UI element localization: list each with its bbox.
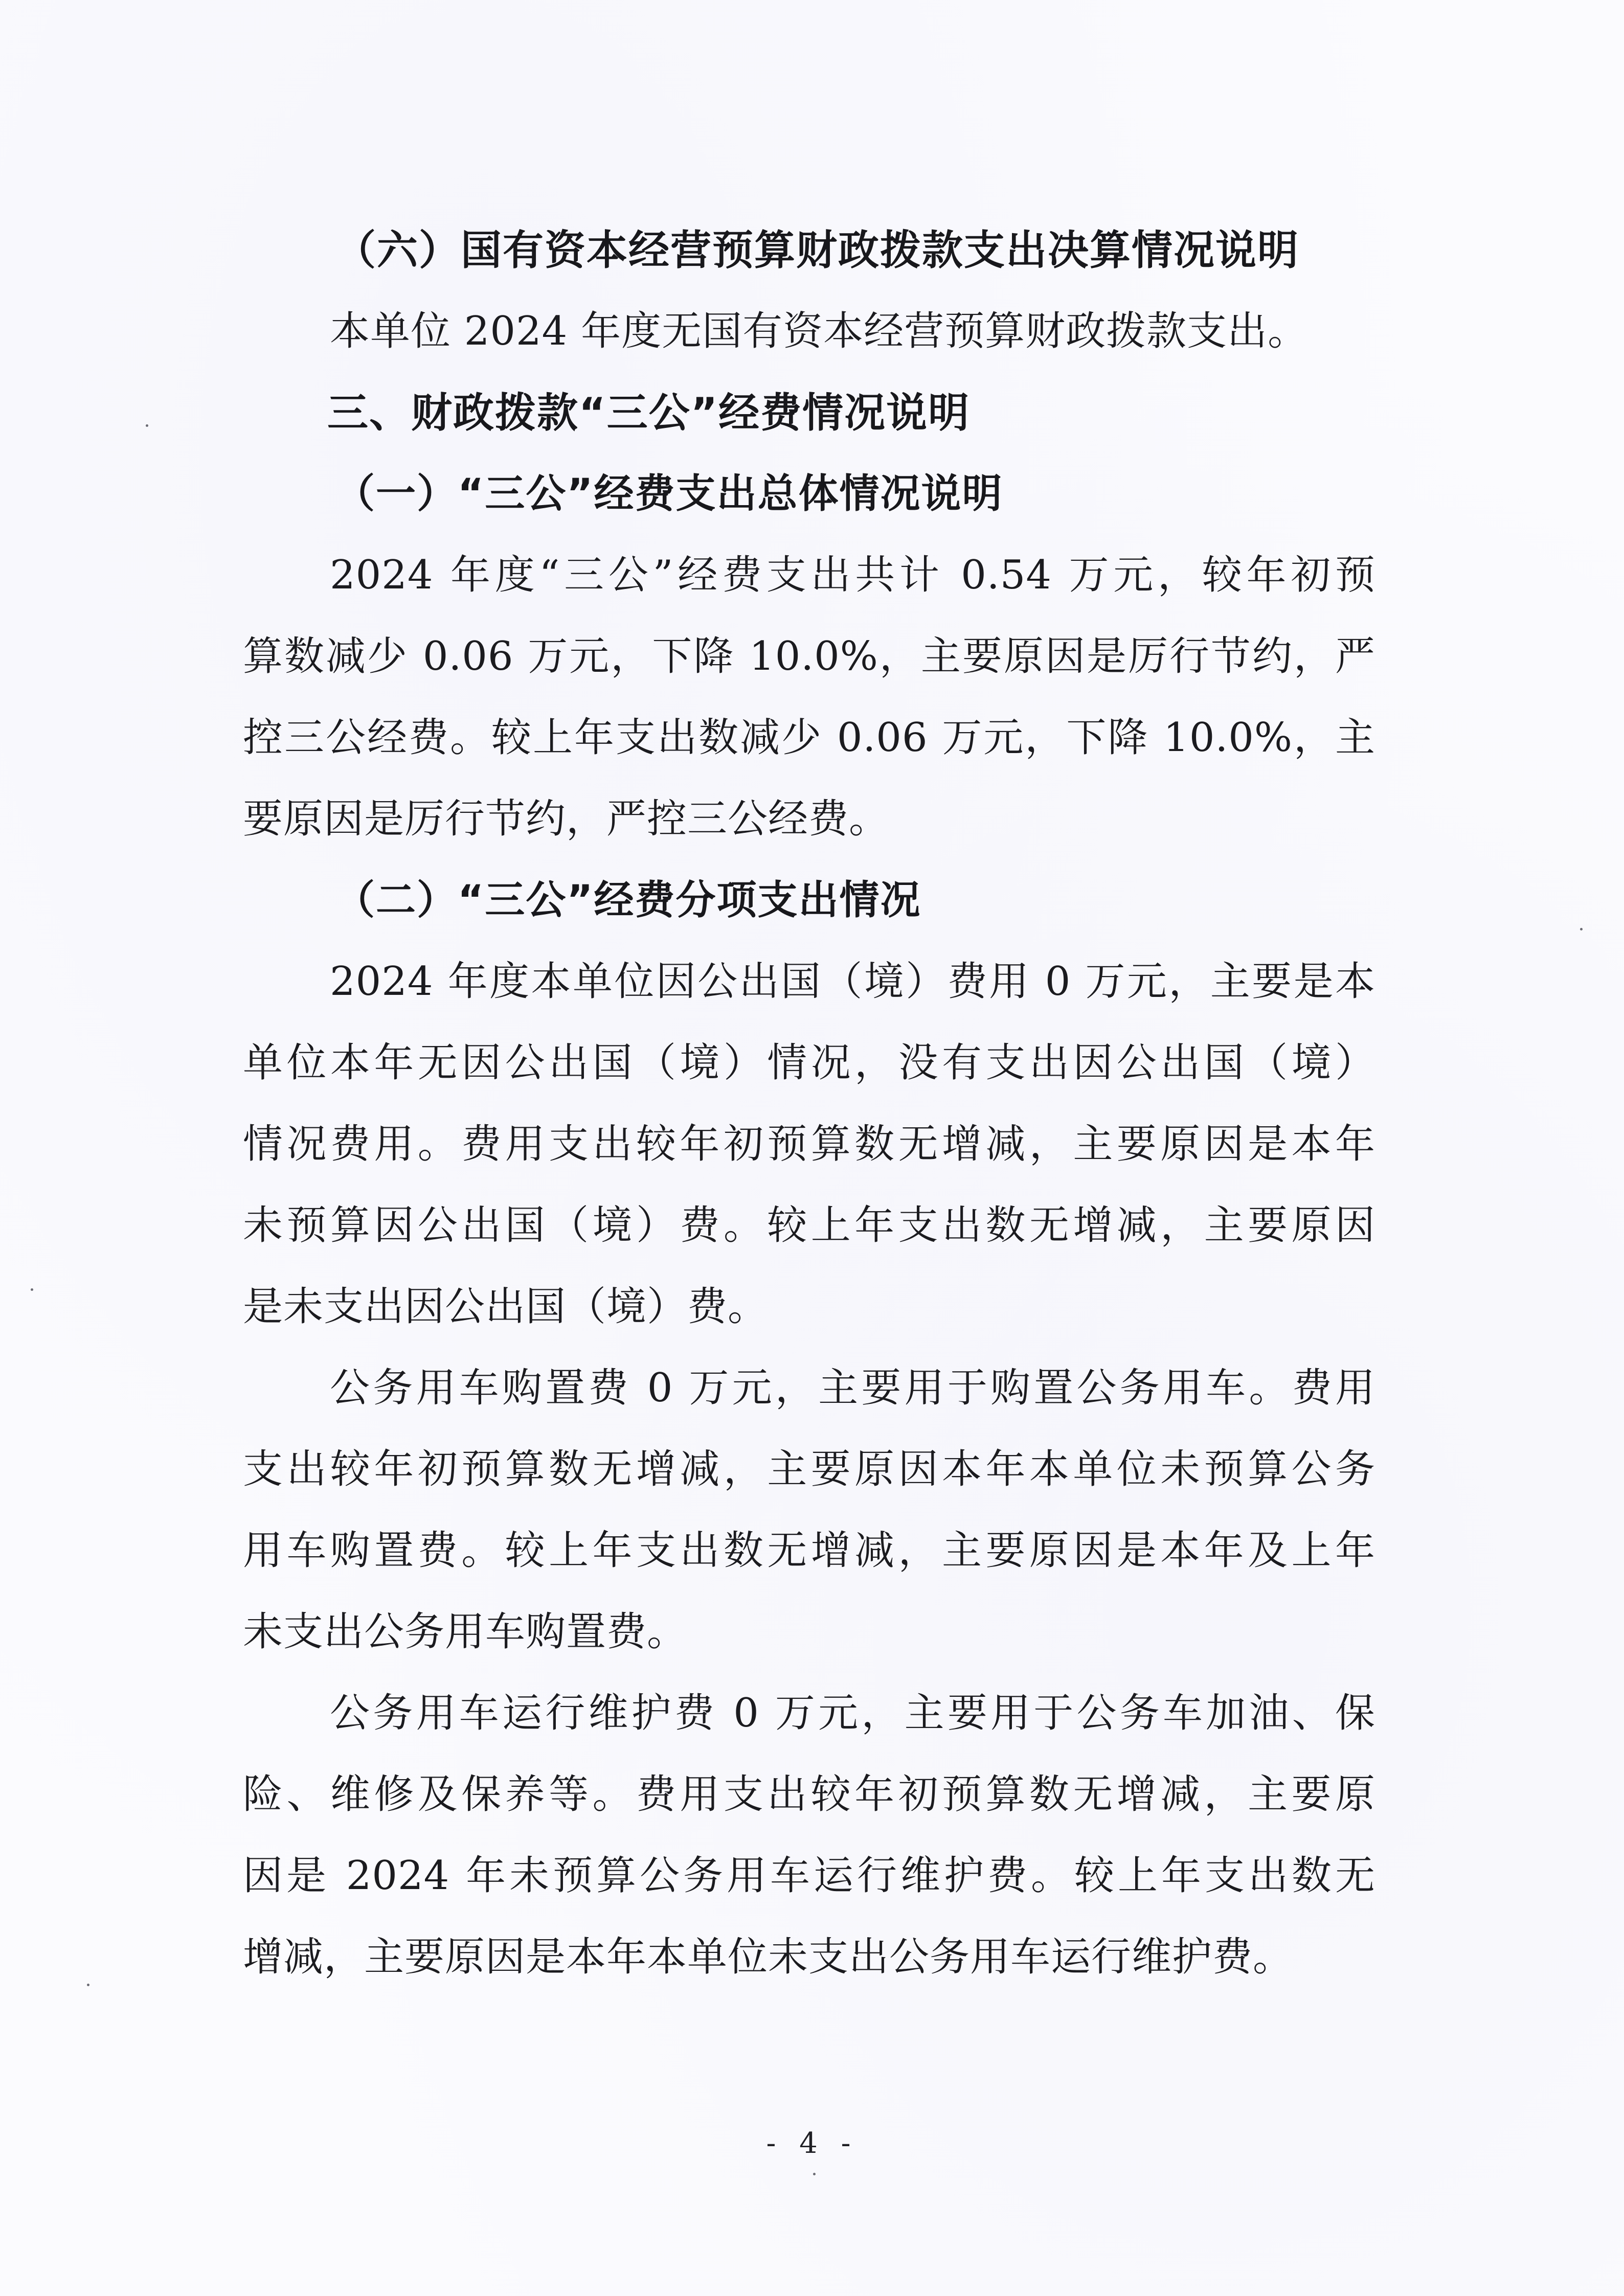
- paragraph-line: 未支出公务用车购置费。: [243, 1609, 688, 1655]
- paragraph-line: 本单位 2024 年度无国有资本经营预算财政拨款支出。: [330, 308, 1309, 354]
- paragraph-line: 增减，主要原因是本年本单位未支出公务用车运行维护费。: [243, 1934, 1294, 1980]
- scan-speck: [31, 1288, 33, 1291]
- paragraph-state-capital: [243, 291, 1375, 372]
- paragraph-line: 公务用车运行维护费 0 万元，主要用于公务车加油、保: [330, 1690, 1375, 1736]
- paragraph-vehicle-operation: [243, 1673, 1375, 1998]
- scan-speck: [146, 424, 148, 427]
- paragraph-line: 控三公经费。较上年支出数减少 0.06 万元，下降 10.0%，主: [243, 715, 1375, 761]
- paragraph-line: 因是 2024 年未预算公务用车运行维护费。较上年支出数无: [243, 1853, 1375, 1899]
- page-number: - 4 -: [766, 2127, 858, 2160]
- paragraph-line: 2024 年度本单位因公出国（境）费用 0 万元，主要是本: [330, 959, 1375, 1005]
- paragraph-line: 情况费用。费用支出较年初预算数无增减，主要原因是本年: [243, 1121, 1375, 1167]
- paragraph-line: 用车购置费。较上年支出数无增减，主要原因是本年及上年: [243, 1528, 1375, 1574]
- paragraph-line: 是未支出因公出国（境）费。: [243, 1284, 769, 1330]
- paragraph-line: 公务用车购置费 0 万元，主要用于购置公务用车。费用: [330, 1365, 1375, 1411]
- paragraph-overall: [243, 535, 1375, 860]
- section-heading-three-public: 三、财政拨款“三公”经费情况说明: [327, 389, 971, 437]
- scan-speck: [1580, 928, 1583, 930]
- scan-speck: [87, 1984, 89, 1986]
- paragraph-vehicle-purchase: [243, 1348, 1375, 1673]
- section-heading-state-capital: （六）国有资本经营预算财政拨款支出决算情况说明: [335, 226, 1299, 274]
- paragraph-overseas-travel: [243, 941, 1375, 1348]
- paragraph-line: 支出较年初预算数无增减，主要原因本年本单位未预算公务: [243, 1446, 1375, 1492]
- section-heading-overall: （一）“三公”经费支出总体情况说明: [335, 471, 1003, 517]
- document-body: [243, 210, 1375, 1998]
- paragraph-line: 要原因是厉行节约，严控三公经费。: [243, 796, 890, 842]
- scan-speck: [813, 2173, 816, 2175]
- section-heading-itemized: （二）“三公”经费分项支出情况: [335, 877, 921, 923]
- paragraph-line: 未预算因公出国（境）费。较上年支出数无增减，主要原因: [243, 1202, 1375, 1248]
- paragraph-line: 2024 年度“三公”经费支出共计 0.54 万元，较年初预: [330, 552, 1375, 598]
- paragraph-line: 险、维修及保养等。费用支出较年初预算数无增减，主要原: [243, 1771, 1375, 1817]
- paragraph-line: 单位本年无因公出国（境）情况，没有支出因公出国（境）: [243, 1040, 1375, 1086]
- paragraph-line: 算数减少 0.06 万元，下降 10.0%，主要原因是厉行节约，严: [243, 633, 1375, 679]
